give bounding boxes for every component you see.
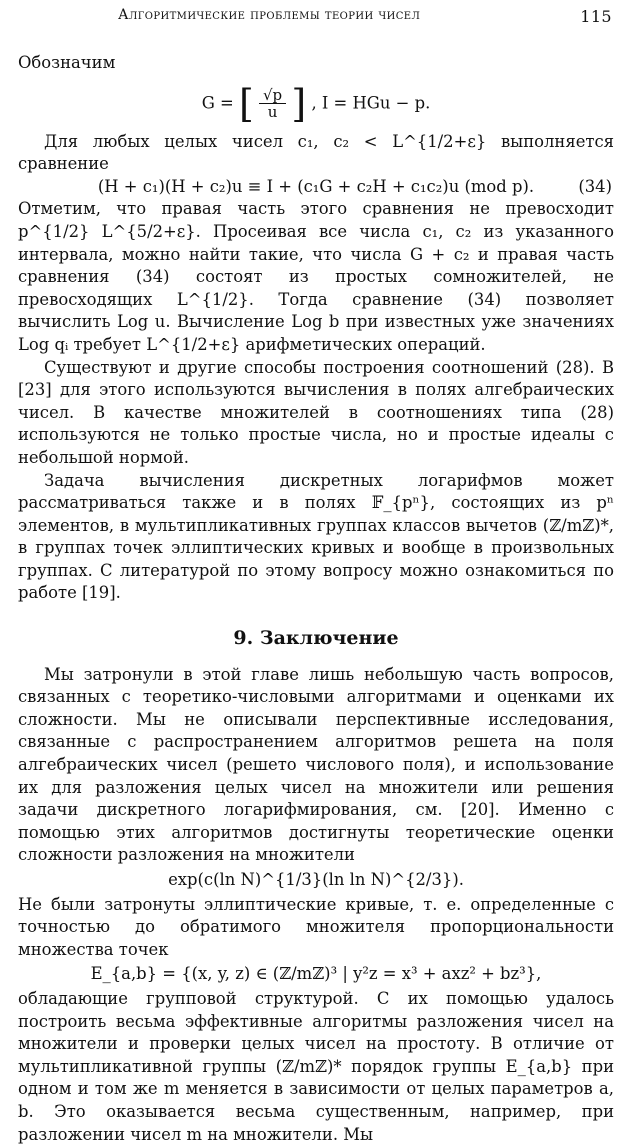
paragraph-elliptic-intro: Не были затронуты эллиптические кривые, т. е. определенные с точностью до обратимого множителя пропорциональности множества точек xyxy=(18,894,614,959)
equation-34-number: (34) xyxy=(578,176,612,196)
equation-exp-complexity: exp(c(ln N)^{1/3}(ln ln N)^{2/3}). xyxy=(168,870,464,889)
paragraph-conclusion: Мы затронули в этой главе лишь небольшую часть вопросов, связанных с теоретико-числовыми алгоритмами и оценками их сложности. Мы не описывали перспективные исследования, связанные с распространением алгоритмов решета на поля алгебраических чисел (решето числового поля), и использование их для разложения целых чисел на множители или решения задачи дискретного логарифмирования, см. [20]. Именно с помощью этих алгоритмов достигнуты теоретические оценки сложности разложения на множители xyxy=(18,664,614,865)
fraction-sqrt-p-over-u xyxy=(259,87,286,121)
equation-elliptic-set: E_{a,b} = {(x, y, z) ∈ (ℤ/mℤ)³ | y²z = x³ + axz² + bz³}, xyxy=(90,964,542,984)
book-page xyxy=(18,0,614,1144)
equation-g-definition xyxy=(18,81,614,126)
running-head-title: Алгоритмические проблемы теории чисел xyxy=(118,7,421,23)
paragraph-intro: Обозначим xyxy=(18,53,116,72)
right-floor-bracket: ] xyxy=(291,81,307,126)
equation-34 xyxy=(18,176,614,199)
left-floor-bracket: [ xyxy=(238,81,254,126)
page-number: 115 xyxy=(580,7,612,26)
fraction-denominator: u xyxy=(267,103,278,122)
fraction-numerator: √p xyxy=(259,87,286,105)
section-heading: 9. Заключение xyxy=(233,627,399,650)
running-head xyxy=(18,5,614,29)
equation-g-right: , I = HGu − p. xyxy=(311,93,431,113)
paragraph-other-methods: Существуют и другие способы построения соотношений (28). В [23] для этого используются вычисления в полях алгебраических чисел. В качестве множителей в соотношениях типа (28) используются не только простые числа, но и простые идеалы с небольшой нормой. xyxy=(18,357,614,467)
paragraph-elliptic-group: обладающие групповой структурой. С их помощью удалось построить весьма эффективные алгоритмы разложения чисел на множители и проверки целых чисел на простоту. В отличие от мультипликативной группы (ℤ/mℤ)* порядок группы E_{a,b} при одном и том же m меняется в зависимости от целых параметров a, b. Это оказывается весьма существенным, например, при разложении чисел m на множители. Мы xyxy=(18,988,614,1144)
paragraph-comparison-intro: Для любых целых чисел c₁, c₂ < L^{1/2+ε} выполняется сравнение xyxy=(18,131,614,174)
body-text xyxy=(18,52,614,1146)
equation-g-left: G = xyxy=(201,93,239,113)
paragraph-discrete-log: Задача вычисления дискретных логарифмов может рассматриваться также и в полях 𝔽_{pⁿ}, состоящих из pⁿ элементов, в мультипликативных группах классов вычетов (ℤ/mℤ)*, в группах точек эллиптических кривых и вообще в произвольных группах. С литературой по этому вопросу можно ознакомиться по работе [19]. xyxy=(18,470,614,603)
equation-34-body: (H + c₁)(H + c₂)u ≡ I + (c₁G + c₂H + c₁c₂)u (mod p). xyxy=(97,176,535,196)
paragraph-sieving: Отметим, что правая часть этого сравнения не превосходит p^{1/2} L^{5/2+ε}. Просеивая все числа c₁, c₂ из указанного интервала, можно найти такие, что числа G + c₂ и правая часть сравнения (34) состоят из простых сомножителей, не превосходящих L^{1/2}. Тогда сравнение (34) позволяет вычислить Log u. Вычисление Log b при известных уже значениях Log qᵢ требует L^{1/2+ε} арифметических операций. xyxy=(18,199,614,354)
